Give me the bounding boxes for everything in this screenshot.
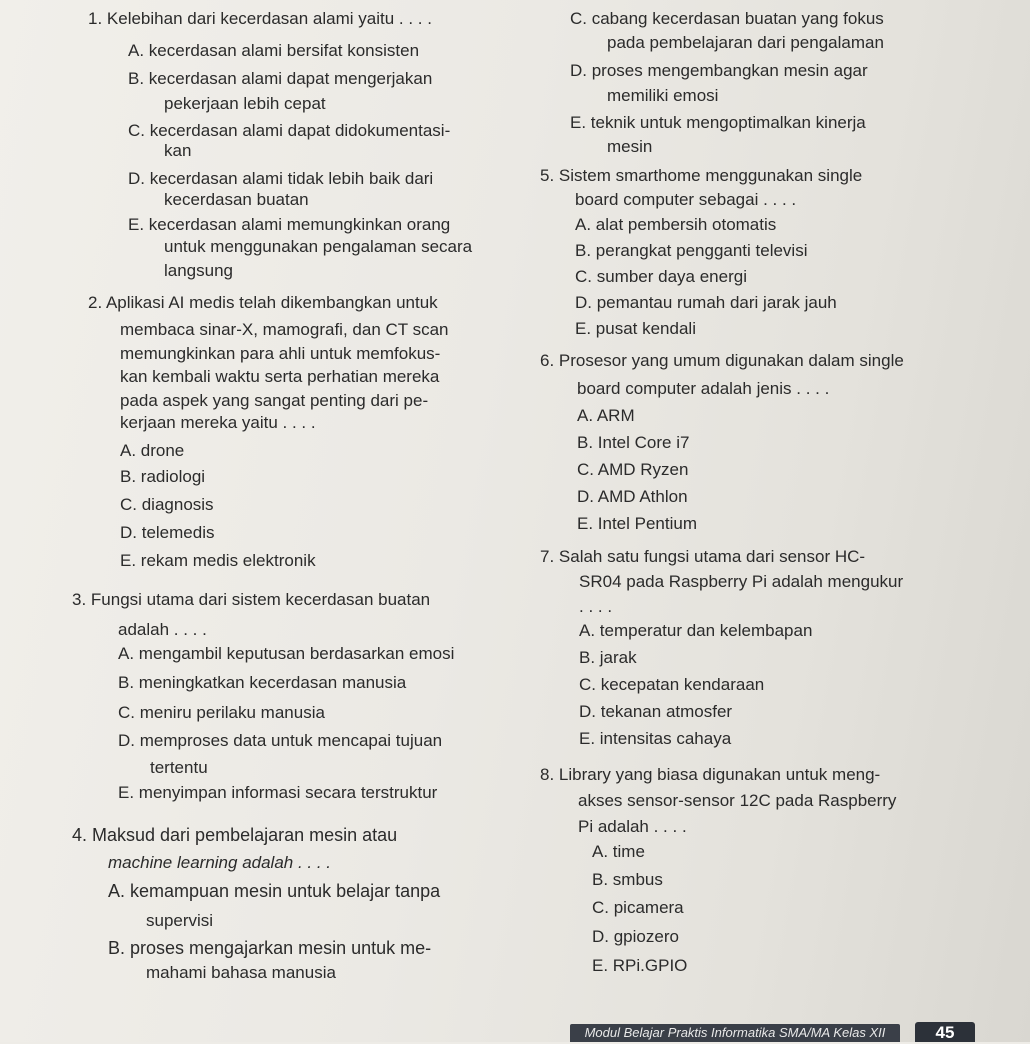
question-5-option-c: C. sumber daya energi	[575, 267, 747, 286]
question-7-stem-2: SR04 pada Raspberry Pi adalah mengukur	[579, 572, 904, 591]
question-7-option-c: C. kecepatan kendaraan	[579, 675, 765, 694]
question-6-option-e: E. Intel Pentium	[577, 514, 698, 533]
question-8-option-c: C. picamera	[592, 898, 684, 917]
question-1-option-b: B. kecerdasan alami dapat mengerjakan	[128, 69, 433, 88]
question-2-stem: 2. Aplikasi AI medis telah dikembangkan untuk	[88, 293, 438, 312]
question-7-option-b: B. jarak	[579, 648, 637, 667]
question-1-option-e: E. kecerdasan alami memungkinkan orang	[128, 215, 451, 234]
question-3-stem-2: adalah . . . .	[118, 620, 207, 639]
question-2-option-e: E. rekam medis elektronik	[120, 551, 316, 570]
question-4-stem: 4. Maksud dari pembelajaran mesin atau	[72, 825, 398, 845]
question-3-option-e: E. menyimpan informasi secara terstruktur	[118, 783, 438, 802]
question-7-option-e: E. intensitas cahaya	[579, 729, 732, 748]
question-1-option-d-cont: kecerdasan buatan	[164, 190, 309, 209]
question-2-stem-5: pada aspek yang sangat penting dari pe-	[120, 391, 429, 410]
question-4-option-b: B. proses mengajarkan mesin untuk me-	[108, 938, 432, 958]
question-8-option-d: D. gpiozero	[592, 927, 679, 946]
question-3-option-b: B. meningkatkan kecerdasan manusia	[118, 673, 407, 692]
question-3-stem: 3. Fungsi utama dari sistem kecerdasan buatan	[72, 590, 431, 609]
question-3-option-d: D. memproses data untuk mencapai tujuan	[118, 731, 443, 750]
question-5-option-a: A. alat pembersih otomatis	[575, 215, 777, 234]
question-4-option-e-cont: mesin	[607, 137, 653, 156]
question-1-option-e-cont: untuk menggunakan pengalaman secara	[164, 237, 473, 256]
question-3-option-c: C. meniru perilaku manusia	[118, 703, 325, 722]
question-4-option-e: E. teknik untuk mengoptimalkan kinerja	[570, 113, 866, 132]
question-1-option-c: C. kecerdasan alami dapat didokumentasi-	[128, 121, 451, 140]
question-3-option-d-cont: tertentu	[150, 758, 208, 777]
question-1-option-c-cont: kan	[164, 141, 192, 160]
question-8-stem-3: Pi adalah . . . .	[578, 817, 687, 836]
module-footer: Modul Belajar Praktis Informatika SMA/MA Kelas XII	[570, 1024, 900, 1042]
question-2-stem-3: memungkinkan para ahli untuk memfokus-	[120, 344, 441, 363]
question-7-option-d: D. tekanan atmosfer	[579, 702, 733, 721]
question-2-option-b: B. radiologi	[120, 467, 206, 486]
question-1-option-e-cont2: langsung	[164, 261, 234, 280]
question-2-stem-2: membaca sinar-X, mamografi, dan CT scan	[120, 320, 449, 339]
question-2-option-c: C. diagnosis	[120, 495, 214, 514]
question-4-option-a: A. kemampuan mesin untuk belajar tanpa	[108, 881, 441, 901]
question-8-stem: 8. Library yang biasa digunakan untuk meng-	[540, 765, 881, 784]
question-4-option-c: C. cabang kecerdasan buatan yang fokus	[570, 9, 884, 28]
question-4-option-d: D. proses mengembangkan mesin agar	[570, 61, 868, 80]
question-6-option-a: A. ARM	[577, 406, 635, 425]
question-5-option-e: E. pusat kendali	[575, 319, 696, 338]
question-7-stem-3: . . . .	[579, 597, 613, 616]
question-8-stem-2: akses sensor-sensor 12C pada Raspberry	[578, 791, 897, 810]
question-5-stem: 5. Sistem smarthome menggunakan single	[540, 166, 863, 185]
question-7-option-a: A. temperatur dan kelembapan	[579, 621, 813, 640]
question-8-option-b: B. smbus	[592, 870, 663, 889]
question-4-option-b-cont: mahami bahasa manusia	[146, 963, 336, 982]
question-2-option-d: D. telemedis	[120, 523, 215, 542]
question-1-stem: 1. Kelebihan dari kecerdasan alami yaitu . . . .	[88, 9, 432, 28]
question-1-option-a: A. kecerdasan alami bersifat konsisten	[128, 41, 420, 60]
question-2-stem-4: kan kembali waktu serta perhatian mereka	[120, 367, 440, 386]
question-6-option-c: C. AMD Ryzen	[577, 460, 689, 479]
question-5-option-d: D. pemantau rumah dari jarak jauh	[575, 293, 837, 312]
question-6-option-b: B. Intel Core i7	[577, 433, 690, 452]
question-4-option-d-cont: memiliki emosi	[607, 86, 719, 105]
question-1-option-d: D. kecerdasan alami tidak lebih baik dari	[128, 169, 434, 188]
question-1-option-b-cont: pekerjaan lebih cepat	[164, 94, 326, 113]
question-8-option-a: A. time	[592, 842, 645, 861]
question-4-stem-2: machine learning adalah . . . .	[108, 853, 332, 872]
question-5-stem-2: board computer sebagai . . . .	[575, 190, 797, 209]
question-4-option-c-cont: pada pembelajaran dari pengalaman	[607, 33, 884, 52]
question-8-option-e: E. RPi.GPIO	[592, 956, 688, 975]
question-7-stem: 7. Salah satu fungsi utama dari sensor HC-	[540, 547, 866, 566]
question-6-stem: 6. Prosesor yang umum digunakan dalam single	[540, 351, 904, 370]
question-6-stem-2: board computer adalah jenis . . . .	[577, 379, 830, 398]
page-number: 45	[915, 1022, 975, 1042]
question-5-option-b: B. perangkat pengganti televisi	[575, 241, 808, 260]
question-2-option-a: A. drone	[120, 441, 185, 460]
question-6-option-d: D. AMD Athlon	[577, 487, 688, 506]
question-3-option-a: A. mengambil keputusan berdasarkan emosi	[118, 644, 455, 663]
question-4-option-a-cont: supervisi	[146, 911, 214, 930]
question-2-stem-6: kerjaan mereka yaitu . . . .	[120, 413, 316, 432]
